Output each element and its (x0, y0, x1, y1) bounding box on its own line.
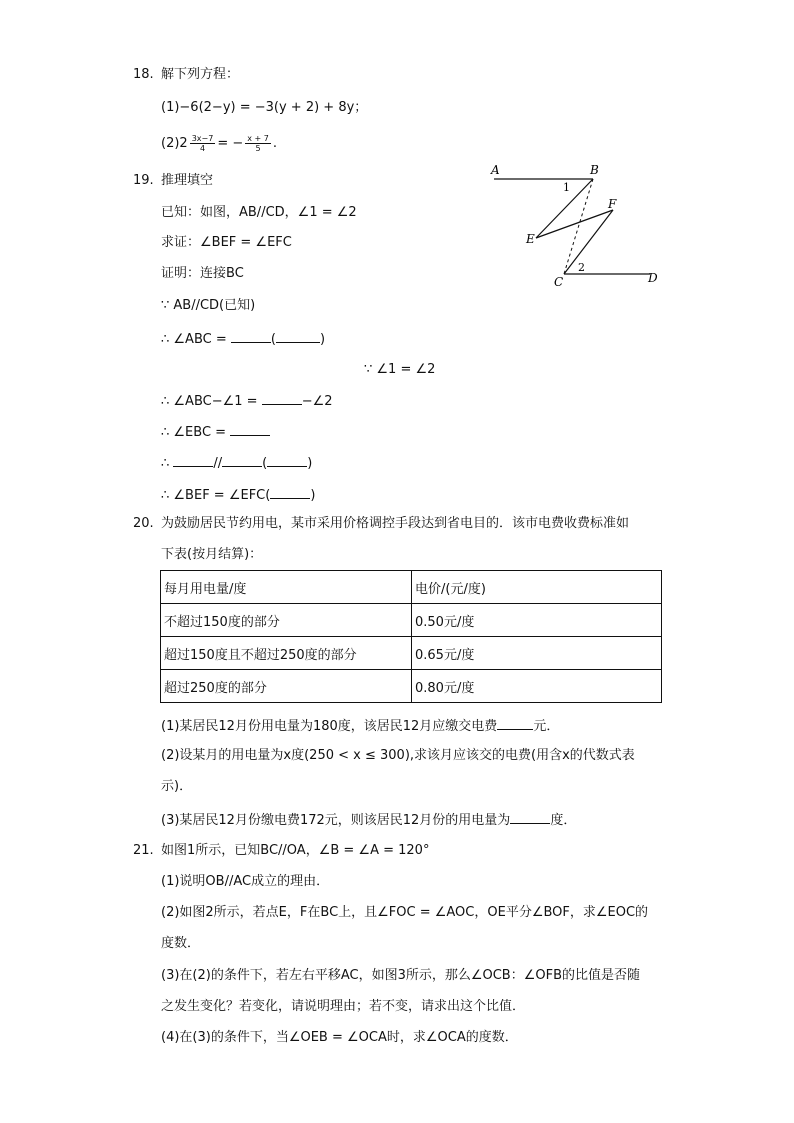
table-cell: 超过150度且不超过250度的部分 (161, 637, 412, 670)
label-d: D (648, 271, 658, 285)
label-c: C (554, 275, 564, 289)
label-e: E (526, 232, 535, 246)
q20-part1-text: (1)某居民12月份用电量为180度，该居民12月应缴交电费 (161, 719, 498, 734)
label-a: A (491, 163, 500, 177)
paren-open: ( (270, 332, 276, 347)
q19-step5-text: ∴ ∠EBC = (161, 425, 231, 440)
q21-part-3-line-1: (3)在(2)的条件下，若左右平移AC，如图3所示，那么∠OCB：∠OFB的比值是否随 (161, 968, 641, 983)
q20-part-2-line-2: 示)． (161, 779, 193, 794)
q19-number: 19. (133, 173, 154, 188)
q18-eq2-mid: = − (217, 136, 244, 151)
table-cell: 0.80元/度 (412, 670, 662, 703)
q18-frac1-denominator: 4 (199, 144, 206, 153)
label-b: B (590, 163, 599, 177)
q19-step-7 (161, 485, 315, 505)
answer-blank[interactable] (267, 453, 307, 467)
q19-title: 推理填空 (161, 173, 214, 188)
q19-step-2 (161, 329, 325, 349)
table-cell: 每月用电量/度 (161, 571, 412, 604)
q19-step7-text: ∴ ∠BEF = ∠EFC( (161, 488, 271, 503)
table-row (161, 604, 662, 637)
table-header-row (161, 571, 662, 604)
q19-step-1: ∵ AB//CD(已知) (161, 298, 256, 313)
answer-blank[interactable] (276, 329, 320, 343)
answer-blank[interactable] (173, 453, 213, 467)
answer-blank[interactable] (222, 453, 262, 467)
label-f: F (608, 197, 617, 211)
q21-part-2-line-1: (2)如图2所示，若点E，F在BC上，且∠FOC = ∠AOC，OE平分∠BOF，求∠EOC的 (161, 905, 649, 920)
q21-part-1: (1)说明OB//AC成立的理由． (161, 874, 330, 889)
answer-blank[interactable] (497, 716, 533, 730)
answer-blank[interactable] (510, 810, 550, 824)
answer-blank[interactable] (270, 485, 310, 499)
table-cell: 不超过150度的部分 (161, 604, 412, 637)
paren-close: ) (310, 488, 316, 503)
q20-part3-text: (3)某居民12月份缴电费172元，则该居民12月份的用电量为 (161, 813, 511, 828)
q20-number: 20. (133, 516, 154, 531)
q20-line-2: 下表(按月结算)： (161, 547, 263, 562)
q18-number: 18. (133, 67, 154, 82)
line-fc (564, 210, 613, 274)
table-row (161, 637, 662, 670)
q18-frac2-denominator: 5 (255, 144, 261, 153)
q18-frac2-numerator: x + 7 (247, 134, 269, 143)
q21-part-2-line-2: 度数． (161, 936, 201, 951)
table-cell: 0.50元/度 (412, 604, 662, 637)
q20-line-1: 为鼓励居民节约用电，某市采用价格调控手段达到省电目的．该市电费收费标准如 (161, 516, 630, 531)
q20-part1-unit: 元． (533, 719, 560, 734)
table-cell: 电价/(元/度) (412, 571, 662, 604)
q18-eq1-text: (1)−6(2−y) = −3(y + 2) + 8y； (161, 100, 368, 115)
q19-step4-text: ∴ ∠ABC−∠1 = (161, 394, 262, 409)
q18-eq2-end: . (272, 136, 277, 151)
therefore-symbol: ∴ (161, 456, 174, 471)
q19-step-3: ∵ ∠1 = ∠2 (364, 362, 436, 377)
electricity-fee-table (160, 570, 662, 703)
q19-step2-text: ∴ ∠ABC = (161, 332, 231, 347)
table-row (161, 670, 662, 703)
q21-line-1: 如图1所示，已知BC//OA，∠B = ∠A = 120° (161, 843, 430, 858)
q18-eq2-prefix: (2)2 (161, 136, 188, 151)
paren-open: ( (262, 456, 268, 471)
table-cell: 0.65元/度 (412, 637, 662, 670)
q18-equation-2 (161, 134, 277, 153)
table-cell: 超过250度的部分 (161, 670, 412, 703)
q20-part-1 (161, 716, 559, 736)
label-angle-1: 1 (563, 181, 570, 194)
line-ef (536, 210, 613, 238)
q19-proof-start: 证明：连接BC (161, 266, 244, 281)
q19-given: 已知：如图，AB//CD，∠1 = ∠2 (161, 205, 357, 220)
q20-part3-unit: 度． (550, 813, 577, 828)
q19-step-6 (161, 453, 312, 473)
q18-equation-1 (161, 99, 367, 117)
q19-step4-suffix: −∠2 (301, 394, 333, 409)
q19-step-5 (161, 422, 270, 442)
q21-part-3-line-2: 之发生变化？若变化，请说明理由；若不变，请求出这个比值． (161, 999, 526, 1014)
q21-part-4: (4)在(3)的条件下，当∠OEB = ∠OCA时，求∠OCA的度数． (161, 1030, 518, 1045)
paren-close: ) (319, 332, 326, 347)
answer-blank[interactable] (262, 391, 302, 405)
q20-part-3 (161, 810, 576, 830)
q19-step-4 (161, 391, 333, 411)
parallel-symbol: // (213, 456, 223, 471)
q19-prove: 求证：∠BEF = ∠EFC (161, 235, 292, 250)
q18-fraction-1 (190, 134, 216, 153)
q20-part-2-line-1: (2)设某月的用电量为x度(250 < x ≤ 300),求该月应该交的电费(用含x的代数式表 (161, 748, 635, 763)
answer-blank[interactable] (230, 422, 270, 436)
paren-close: ) (307, 456, 313, 471)
q19-geometry-figure (480, 158, 680, 294)
q21-number: 21. (133, 843, 154, 858)
q18-frac1-numerator: 3x−7 (191, 134, 214, 143)
label-angle-2: 2 (578, 261, 585, 274)
q18-fraction-2 (245, 134, 271, 153)
q18-title: 解下列方程： (161, 67, 240, 82)
answer-blank[interactable] (231, 329, 271, 343)
